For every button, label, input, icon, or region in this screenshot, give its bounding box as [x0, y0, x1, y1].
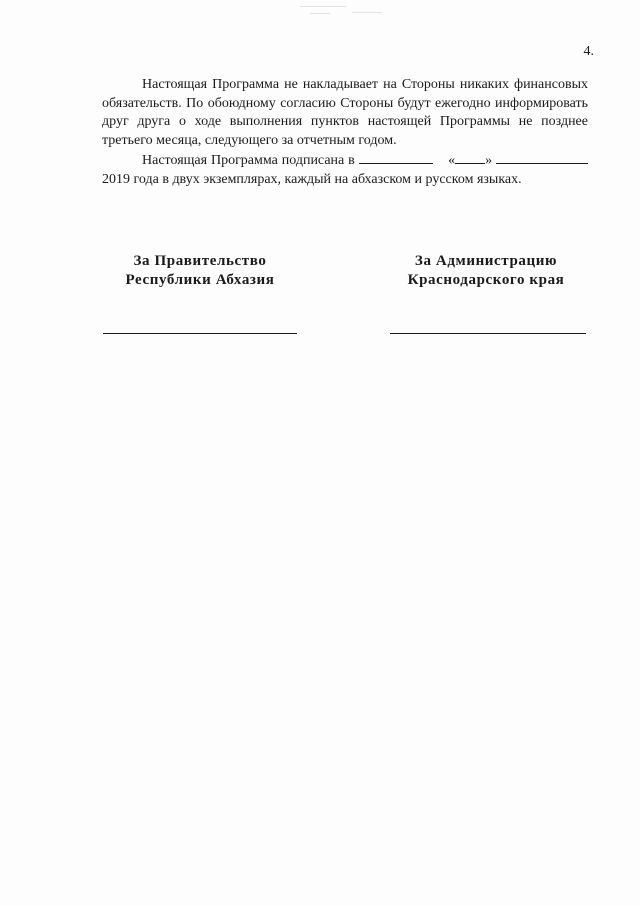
- signing-month-blank: [496, 150, 588, 164]
- paragraph-signing-details: [102, 150, 588, 189]
- signatory-title-line1: За Правительство: [133, 253, 267, 269]
- page-number: 4.: [583, 44, 594, 59]
- signing-place-text: Настоящая Программа подписана в: [142, 153, 355, 169]
- open-quote: «: [448, 153, 456, 169]
- signing-year-text: 2019 года в двух экземплярах, каждый на абхазском и русском языках.: [102, 171, 522, 187]
- document-body: [102, 76, 588, 190]
- signature-line-abkhazia: [103, 333, 297, 334]
- signature-block-abkhazia: [80, 252, 320, 290]
- signing-day-blank: [455, 150, 485, 164]
- scan-artifact: [300, 4, 420, 16]
- signatory-title-line1: За Администрацию: [414, 253, 558, 269]
- signing-place-blank: [359, 150, 433, 164]
- paragraph-financial-obligations: Настоящая Программа не накладывает на Стороны никаких финансовых обязательств. По обоюдному согласию Стороны будут ежегодно информировать друг друга о ходе выполнения пунктов настоящей Программы не позднее третьего месяца, следующего за отчетным годом.: [102, 77, 588, 148]
- close-quote: »: [485, 153, 493, 169]
- signatory-title-line2: Краснодарского края: [407, 272, 565, 288]
- signature-block-krasnodar: [366, 252, 606, 290]
- signatory-title-line2: Республики Абхазия: [125, 272, 275, 288]
- signature-line-krasnodar: [390, 333, 586, 334]
